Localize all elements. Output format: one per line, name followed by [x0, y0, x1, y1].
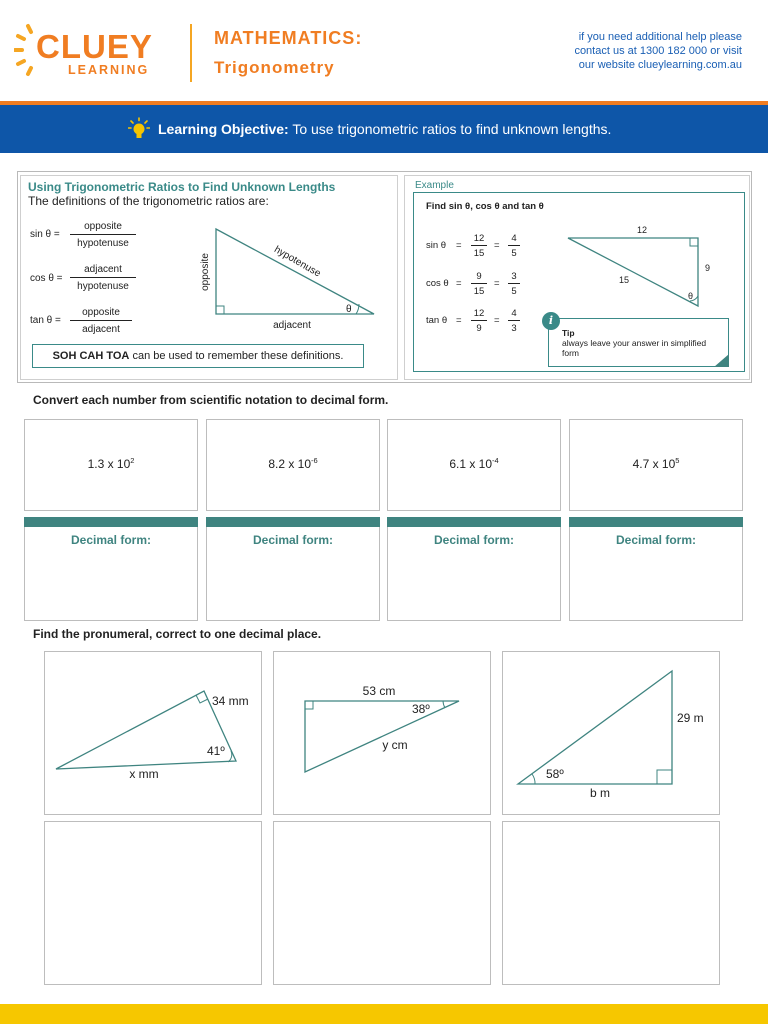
- notation-exponent: -6: [311, 456, 318, 465]
- contact-info: [502, 30, 742, 72]
- equals-sign: =: [494, 240, 500, 251]
- footer-bar: [0, 1004, 768, 1024]
- contact-line: contact us at 1300 182 000 or visit: [574, 45, 742, 57]
- angle-label: 41º: [207, 744, 225, 758]
- triangle-question-1: [44, 651, 262, 815]
- logo-wordmark: CLUEY: [36, 28, 153, 65]
- side-label: y cm: [382, 738, 408, 752]
- notation-exponent: 5: [675, 456, 680, 465]
- working-box[interactable]: [273, 821, 491, 985]
- decimal-box-header: [206, 517, 380, 527]
- example-triangle: [560, 222, 720, 310]
- example-label: Example: [415, 180, 454, 191]
- fraction-bar: [471, 283, 487, 284]
- definitions-title: Using Trigonometric Ratios to Find Unknown Lengths: [28, 180, 336, 194]
- notation-value: [387, 456, 561, 471]
- decimal-label: Decimal form:: [433, 533, 515, 547]
- decimal-box-header: [569, 517, 743, 527]
- triangle-question-2: [273, 651, 491, 815]
- label-adjacent: adjacent: [273, 320, 311, 331]
- notation-exponent: -4: [492, 456, 499, 465]
- topic-title: Trigonometry: [214, 58, 335, 77]
- working-box[interactable]: [502, 821, 720, 985]
- notation-base: 4.7 x 10: [632, 457, 676, 471]
- decimal-box-header: [387, 517, 561, 527]
- decimal-label: Decimal form:: [252, 533, 334, 547]
- contact-line: if you need additional help please: [578, 31, 742, 43]
- definitions-subtitle: The definitions of the trigonometric ratios are:: [28, 194, 269, 208]
- notation-base: 1.3 x 10: [87, 457, 131, 471]
- notation-base: 6.1 x 10: [449, 457, 493, 471]
- equals-sign: =: [494, 315, 500, 326]
- example-numerator: 12: [473, 233, 485, 244]
- equals-sign: =: [456, 240, 462, 251]
- example-denominator: 9: [476, 323, 482, 334]
- tip-text: always leave your answer in simplified form: [562, 338, 707, 358]
- logo-subtitle: LEARNING: [68, 63, 150, 77]
- notation-value: [24, 456, 198, 471]
- equals-sign: =: [456, 278, 462, 289]
- header-divider: [190, 24, 192, 82]
- fraction-bar: [70, 277, 136, 278]
- example-denominator: 3: [511, 323, 517, 334]
- fraction-bar: [70, 320, 132, 321]
- ratio-numerator: opposite: [84, 221, 122, 232]
- mnemonic-bold: SOH CAH TOA: [52, 350, 130, 362]
- objective-label: Learning Objective:: [158, 121, 289, 137]
- objective-description: To use trigonometric ratios to find unknown lengths.: [288, 121, 612, 137]
- fraction-bar: [508, 245, 520, 246]
- example-numerator: 9: [476, 271, 482, 282]
- mnemonic-box: [32, 344, 364, 368]
- side-label: b m: [589, 786, 611, 800]
- example-denominator: 5: [511, 286, 517, 297]
- decimal-box-header: [24, 517, 198, 527]
- equals-sign: =: [456, 315, 462, 326]
- lightbulb-icon: [128, 117, 150, 141]
- example-label-right: 9: [705, 263, 711, 273]
- label-hypotenuse: hypotenuse: [272, 244, 323, 280]
- label-opposite: opposite: [200, 253, 211, 291]
- notation-base: 8.2 x 10: [268, 457, 312, 471]
- objective-text: [158, 121, 611, 137]
- working-box[interactable]: [44, 821, 262, 985]
- example-row-name: cos θ: [426, 278, 449, 289]
- example-numerator: 12: [473, 308, 485, 319]
- ratio-name-tan: tan θ =: [30, 315, 61, 326]
- notation-value: [206, 456, 380, 471]
- decimal-label: Decimal form:: [615, 533, 697, 547]
- side-label: 29 m: [677, 711, 704, 725]
- label-theta: θ: [346, 304, 352, 315]
- convert-instruction: Convert each number from scientific notation to decimal form.: [33, 393, 389, 407]
- side-label: x mm: [129, 767, 159, 781]
- info-icon: i: [542, 312, 560, 330]
- ratio-name-cos: cos θ =: [30, 273, 63, 284]
- notation-exponent: 2: [130, 456, 135, 465]
- ratio-denominator: adjacent: [82, 324, 120, 335]
- example-numerator: 4: [511, 308, 517, 319]
- side-label: 34 mm: [212, 694, 249, 708]
- fraction-bar: [471, 320, 487, 321]
- example-denominator: 15: [473, 248, 485, 259]
- example-denominator: 5: [511, 248, 517, 259]
- contact-line: our website clueylearning.com.au: [578, 59, 742, 71]
- fraction-bar: [508, 320, 520, 321]
- tip-title: Tip: [562, 328, 575, 338]
- example-label-top: 12: [636, 225, 648, 235]
- ratio-denominator: hypotenuse: [77, 238, 129, 249]
- pronumeral-instruction: Find the pronumeral, correct to one decimal place.: [33, 627, 322, 641]
- decimal-label: Decimal form:: [70, 533, 152, 547]
- angle-label: 58º: [546, 767, 564, 781]
- example-label-hyp: 15: [618, 275, 630, 285]
- triangle-question-3: [502, 651, 720, 815]
- fraction-bar: [471, 245, 487, 246]
- ratio-denominator: hypotenuse: [77, 281, 129, 292]
- fraction-bar: [508, 283, 520, 284]
- ratio-name-sin: sin θ =: [30, 229, 60, 240]
- example-label-theta: θ: [688, 291, 694, 301]
- ratio-numerator: opposite: [82, 307, 120, 318]
- mnemonic-text: can be used to remember these definitions.: [129, 350, 344, 362]
- example-row-name: tan θ: [426, 315, 448, 326]
- example-numerator: 3: [511, 271, 517, 282]
- subject-title: MATHEMATICS:: [214, 28, 363, 48]
- example-numerator: 4: [511, 233, 517, 244]
- equals-sign: =: [494, 278, 500, 289]
- fraction-bar: [70, 234, 136, 235]
- ratio-numerator: adjacent: [84, 264, 122, 275]
- angle-label: 38º: [412, 702, 430, 716]
- example-row-name: sin θ: [426, 240, 447, 251]
- notation-value: [569, 456, 743, 471]
- example-denominator: 15: [473, 286, 485, 297]
- side-label: 53 cm: [362, 684, 396, 698]
- example-question: Find sin θ, cos θ and tan θ: [426, 201, 544, 212]
- definition-triangle: [196, 222, 382, 340]
